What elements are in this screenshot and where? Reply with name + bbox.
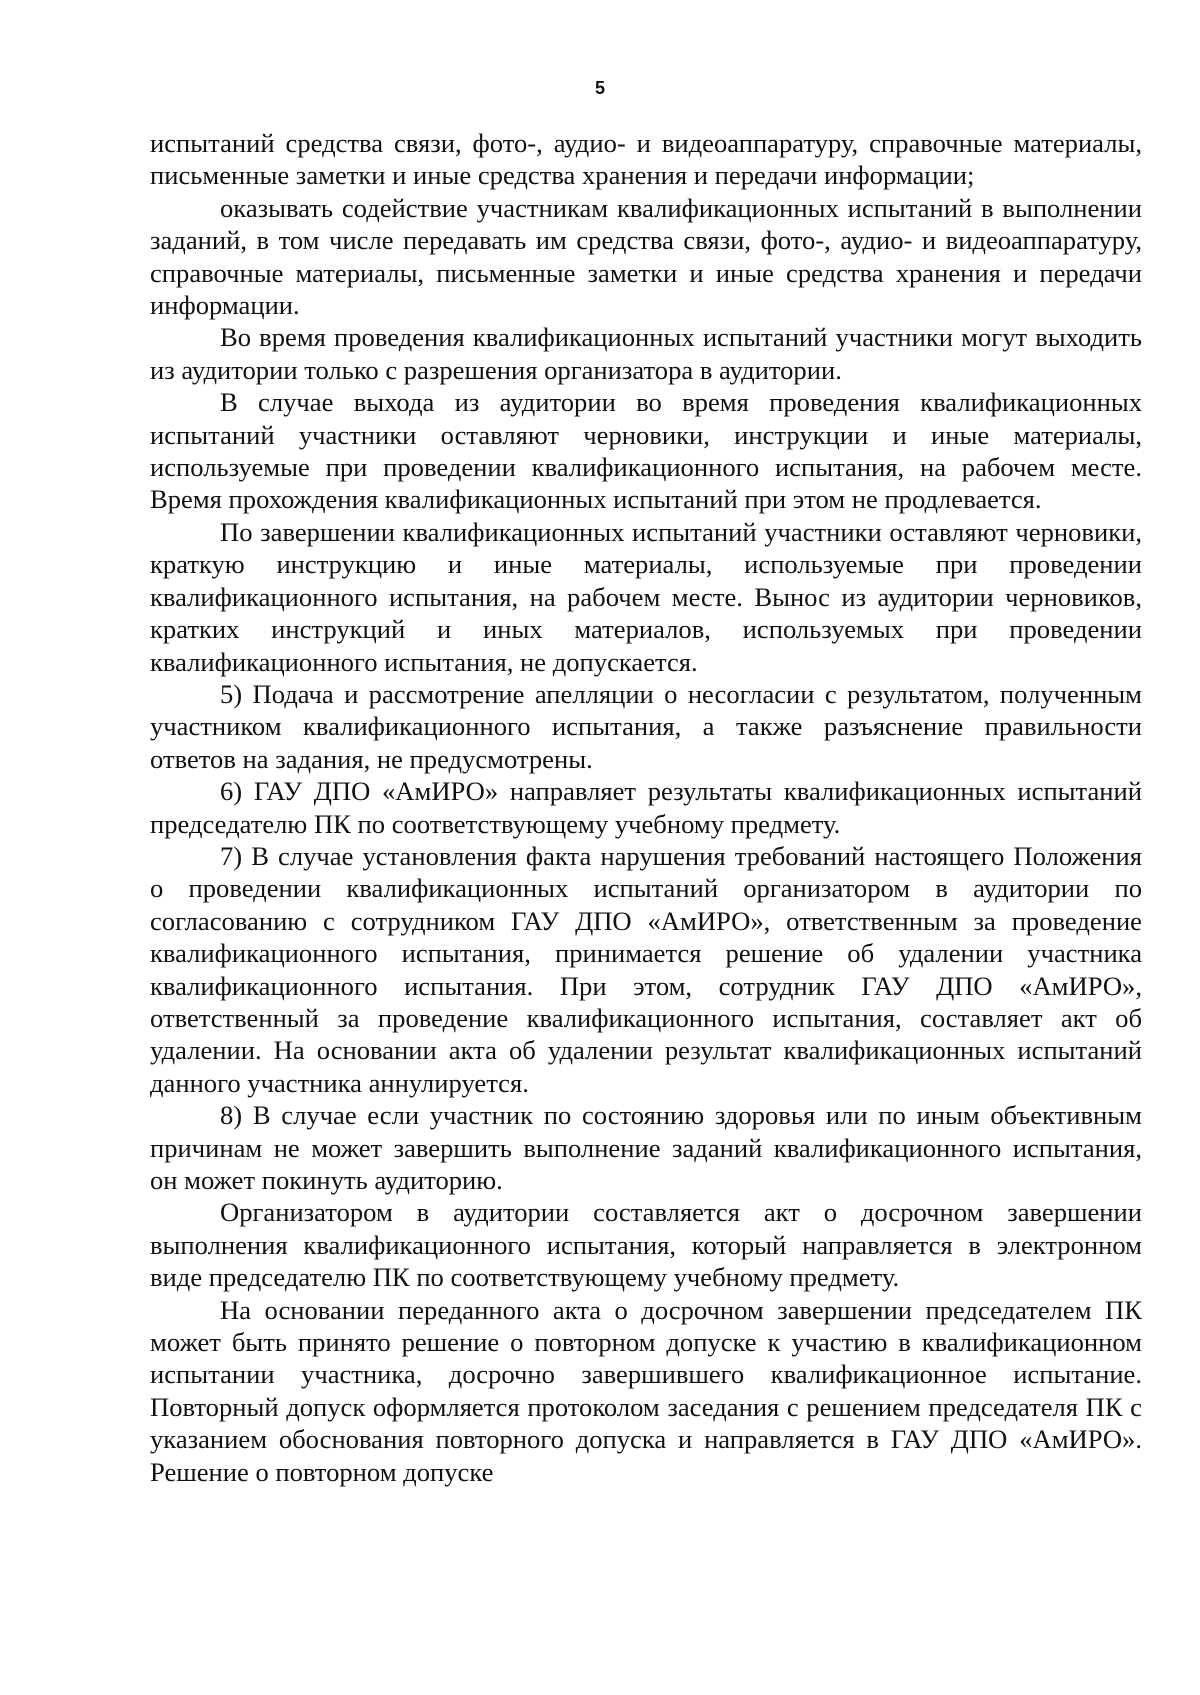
paragraph: По завершении квалификационных испытаний участники оставляют черновики, краткую инструкцию и иные материалы, используемые при проведении квалификационного испытания, на рабочем месте. Вынос из аудитории черновиков, кратких инструкций и иных материалов, используемых при проведении квалификационного испытания, не допускается.: [150, 516, 1142, 677]
paragraph: оказывать содействие участникам квалификационных испытаний в выполнении заданий, в том числе передавать им средства связи, фото-, аудио- и видеоаппаратуру, справочные материалы, письменные заметки и иные средства хранения и передачи информации.: [150, 192, 1142, 321]
paragraph: 5) Подача и рассмотрение апелляции о несогласии с результатом, полученным участником квалификационного испытания, а также разъяснение правильности ответов на задания, не предусмотрены.: [150, 678, 1142, 774]
paragraph: испытаний средства связи, фото-, аудио- и видеоаппаратуру, справочные материалы, письменные заметки и иные средства хранения и передачи информации;: [150, 128, 1142, 191]
paragraph: Во время проведения квалификационных испытаний участники могут выходить из аудитории только с разрешения организатора в аудитории.: [150, 322, 1142, 385]
paragraph: Организатором в аудитории составляется акт о досрочном завершении выполнения квалификационного испытания, который направляется в электронном виде председателю ПК по соответствующему учебному предмету.: [150, 1197, 1142, 1293]
document-body: [150, 127, 1142, 1488]
paragraph: 8) В случае если участник по состоянию здоровья или по иным объективным причинам не может завершить выполнение заданий квалификационного испытания, он может покинуть аудиторию.: [150, 1100, 1142, 1195]
page-number: 5: [594, 78, 605, 98]
paragraph: На основании переданного акта о досрочном завершении председателем ПК может быть принято решение о повторном допуске к участию в квалификационном испытании участника, досрочно завершившего квалификационное испытание. Повторный допуск оформляется протоколом заседания с решением председателя ПК с указанием обоснования повторного допуска и направляется в ГАУ ДПО «АмИРО». Решение о повторном допуске: [150, 1294, 1142, 1487]
paragraph: 7) В случае установления факта нарушения требований настоящего Положения о проведении квалификационных испытаний организатором в аудитории по согласованию с сотрудником ГАУ ДПО «АмИРО», ответственным за проведение квалификационного испытания, принимается решение об удалении участника квалификационного испытания. При этом, сотрудник ГАУ ДПО «АмИРО», ответственный за проведение квалификационного испытания, составляет акт об удалении. На основании акта об удалении результат квалификационных испытаний данного участника аннулируется.: [150, 840, 1142, 1098]
paragraph: В случае выхода из аудитории во время проведения квалификационных испытаний участники оставляют черновики, инструкции и иные материалы, используемые при проведении квалификационного испытания, на рабочем месте. Время прохождения квалификационных испытаний при этом не продлевается.: [150, 387, 1142, 515]
paragraph: 6) ГАУ ДПО «АмИРО» направляет результаты квалификационных испытаний председателю ПК по соответствующему учебному предмету.: [150, 776, 1142, 839]
